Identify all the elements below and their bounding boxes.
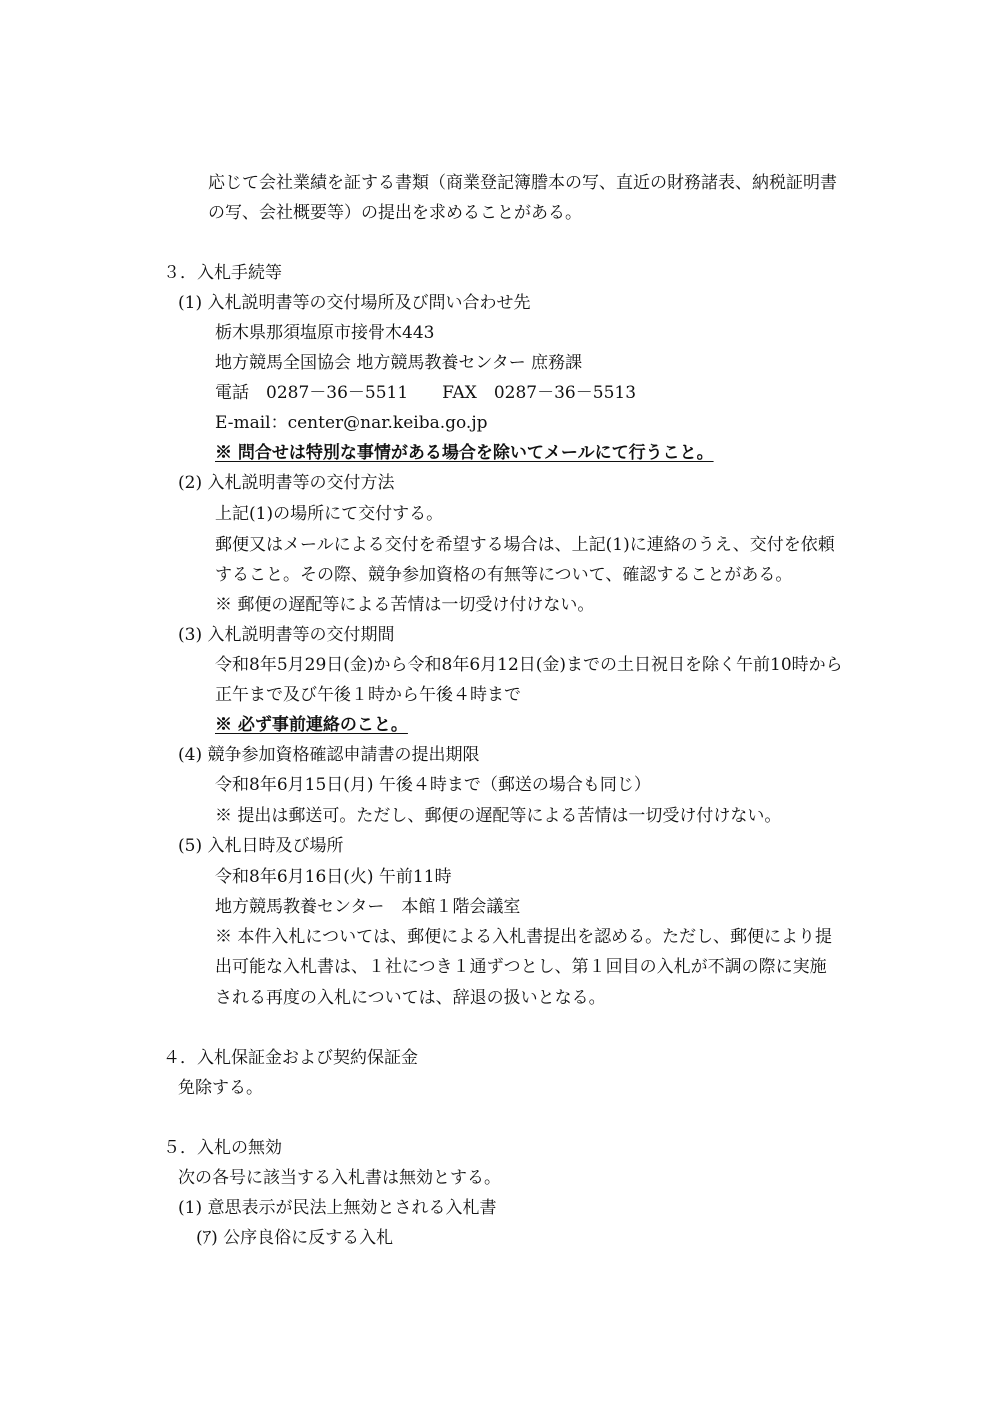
section-3-item-4-label: (4) 競争参加資格確認申請書の提出期限 <box>178 745 480 765</box>
continued-text-line-2: の写、会社概要等）の提出を求めることがある。 <box>208 203 582 223</box>
section-4-body: 免除する。 <box>178 1078 263 1098</box>
section-3-item-3-line-2: 正午まで及び午後１時から午後４時まで <box>215 685 521 705</box>
section-3-item-2-line-3: すること。その際、競争参加資格の有無等について、確認することがある。 <box>215 565 793 585</box>
section-3-item-5-note-1: ※ 本件入札については、郵便による入札書提出を認める。ただし、郵便により提 <box>215 927 833 947</box>
section-3-heading: ３．入札手続等 <box>163 263 282 283</box>
section-3-item-1-label: (1) 入札説明書等の交付場所及び問い合わせ先 <box>178 293 531 313</box>
section-3-item-5-note-2: 出可能な入札書は、１社につき１通ずつとし、第１回目の入札が不調の際に実施 <box>215 957 827 977</box>
section-3-item-2-note: ※ 郵便の遅配等による苦情は一切受け付けない。 <box>215 595 595 615</box>
section-3-item-1-org: 地方競馬全国協会 地方競馬教養センター 庶務課 <box>215 353 583 373</box>
section-3-item-4-note: ※ 提出は郵送可。ただし、郵便の遅配等による苦情は一切受け付けない。 <box>215 806 782 826</box>
section-3-item-3-note: ※ 必ず事前連絡のこと。 <box>215 715 408 735</box>
section-5-heading: ５．入札の無効 <box>163 1138 282 1158</box>
continued-text-line-1: 応じて会社業績を証する書類（商業登記簿謄本の写、直近の財務諸表、納税証明書 <box>208 173 837 193</box>
section-3-item-2-line-1: 上記(1)の場所にて交付する。 <box>215 504 444 524</box>
section-3-item-2-label: (2) 入札説明書等の交付方法 <box>178 473 395 493</box>
section-4-heading: ４．入札保証金および契約保証金 <box>163 1048 418 1068</box>
section-3-item-1-note: ※ 問合せは特別な事情がある場合を除いてメールにて行うこと。 <box>215 443 714 463</box>
section-5-body: 次の各号に該当する入札書は無効とする。 <box>178 1168 501 1188</box>
section-5-item-1: (1) 意思表示が民法上無効とされる入札書 <box>178 1198 497 1218</box>
section-5-subitem: (ｱ) 公序良俗に反する入札 <box>196 1228 394 1248</box>
section-3-item-2-line-2: 郵便又はメールによる交付を希望する場合は、上記(1)に連絡のうえ、交付を依頼 <box>215 535 835 555</box>
section-3-item-1-address: 栃木県那須塩原市接骨木443 <box>215 323 435 343</box>
section-3-item-5-line-1: 令和8年6月16日(火) 午前11時 <box>215 867 452 887</box>
section-3-item-3-line-1: 令和8年5月29日(金)から令和8年6月12日(金)までの土日祝日を除く午前10時から <box>215 655 843 675</box>
section-3-item-4-line-1: 令和8年6月15日(月) 午後４時まで（郵送の場合も同じ） <box>215 775 651 795</box>
section-3-item-3-label: (3) 入札説明書等の交付期間 <box>178 625 395 645</box>
section-3-item-1-email: E-mail：center@nar.keiba.go.jp <box>215 413 488 433</box>
section-3-item-5-line-2: 地方競馬教養センター 本館１階会議室 <box>215 897 521 917</box>
section-3-item-1-phone: 電話 0287－36－5511 FAX 0287－36－5513 <box>215 383 637 403</box>
section-3-item-5-note-3: される再度の入札については、辞退の扱いとなる。 <box>215 988 606 1008</box>
section-3-item-5-label: (5) 入札日時及び場所 <box>178 836 344 856</box>
